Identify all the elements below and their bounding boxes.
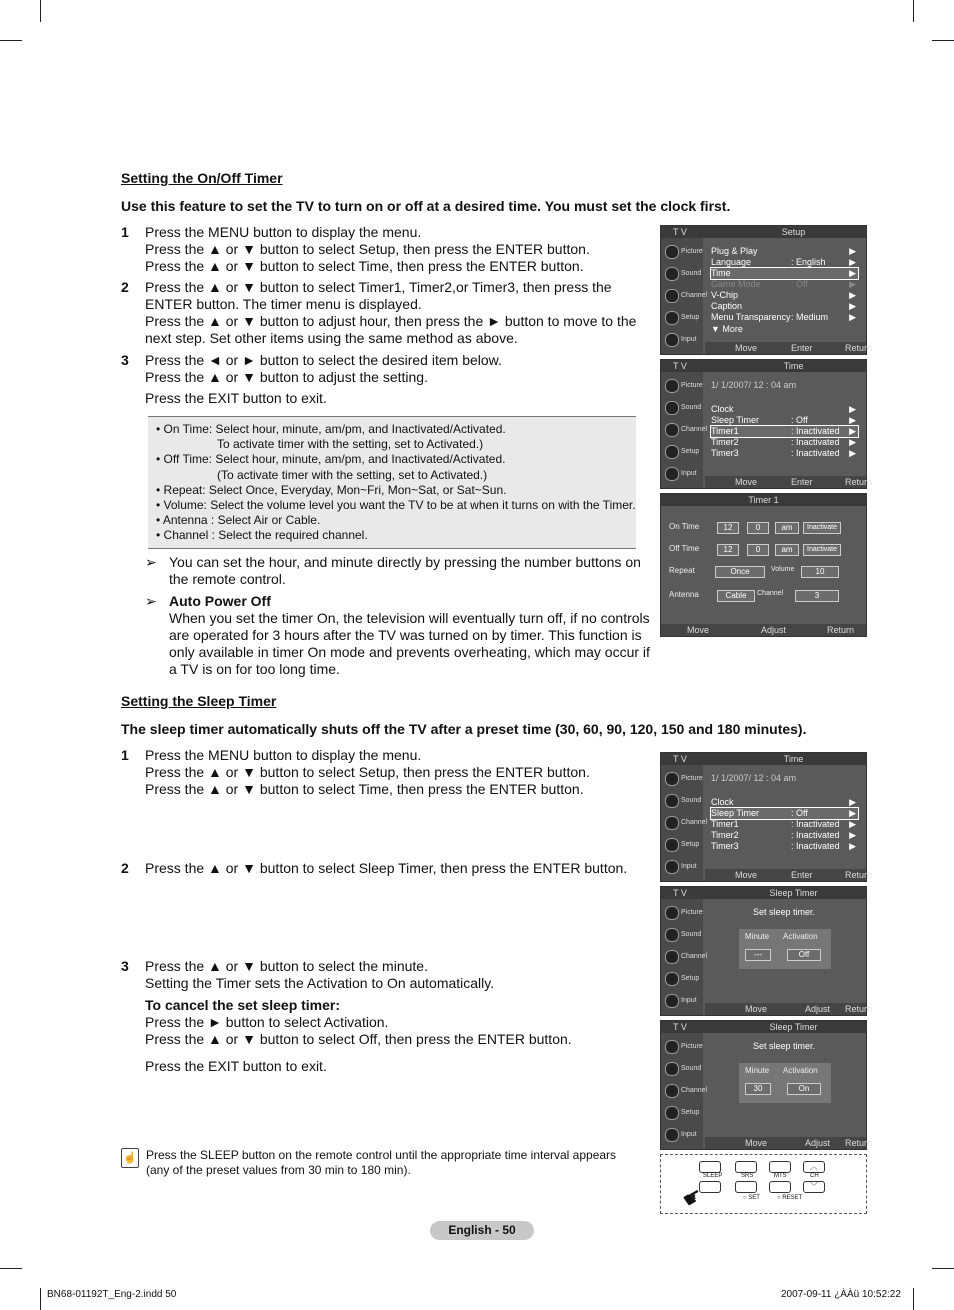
- menu-row: Plug & Play ▶: [711, 246, 856, 256]
- setup-menu-screen: T V Setup Picture Sound Channel Setup Input Plug & Play ▶ Language : English ▶ Time ▶ Game Mode : Off ▶ V-Chip ▶ Caption ▶ Menu Transparency : Medium ▶ ▼ More Move Enter Return: [660, 225, 867, 355]
- side-picture: Picture: [663, 242, 703, 262]
- menu-row: Game Mode : Off ▶: [711, 279, 856, 289]
- step-line: next step. Set other items using the same method as above.: [145, 330, 518, 346]
- step-line: Press the EXIT button to exit.: [145, 390, 327, 406]
- option-line: • Channel : Select the required channel.: [156, 528, 368, 543]
- setup-icon: [665, 1106, 679, 1120]
- step-line: Setting the Timer sets the Activation to On automatically.: [145, 975, 495, 991]
- picture-icon: [665, 379, 679, 393]
- channel-icon: [665, 816, 679, 830]
- picture-icon: [665, 1040, 679, 1054]
- input-icon: [665, 994, 679, 1008]
- step-line: Press the ◄ or ► button to select the desired item below.: [145, 352, 502, 368]
- menu-row-selected: Time ▶: [711, 268, 856, 278]
- file-name: BN68-01192T_Eng-2.indd 50: [47, 1289, 177, 1300]
- lead-text: Use this feature to set the TV to turn on or off at a desired time. You must set the clock first.: [121, 198, 731, 214]
- menu-row: Language : English ▶: [711, 257, 856, 267]
- input-icon: [665, 467, 679, 481]
- option-line: • Antenna : Select Air or Cable.: [156, 513, 321, 528]
- channel-icon: [665, 950, 679, 964]
- tv-label: T V: [673, 227, 687, 237]
- side-sound: Sound: [663, 264, 703, 284]
- note-line: You can set the hour, and minute directly by pressing the number buttons on: [169, 554, 641, 570]
- sound-icon: [665, 1062, 679, 1076]
- note-title: Auto Power Off: [169, 593, 271, 609]
- step-number: 3: [121, 352, 129, 368]
- step-line: Press the ▲ or ▼ button to adjust the setting.: [145, 369, 428, 385]
- sleep-timer-screen-2: T V Sleep Timer Picture Sound Channel Setup Input Set sleep timer. Minute Activation 30 On Move Adjust Return: [660, 1020, 867, 1150]
- crop-mark: [913, 0, 914, 22]
- step-line: Press the ▲ or ▼ button to select Timer1, Timer2,or Timer3, then press the: [145, 279, 612, 295]
- note-line: the remote control.: [169, 571, 286, 587]
- section-heading: Setting the Sleep Timer: [121, 693, 277, 709]
- channel-icon: [665, 423, 679, 437]
- input-icon: [665, 860, 679, 874]
- step-line: Press the ▲ or ▼ button to select the minute.: [145, 958, 428, 974]
- remote-illustration: ︿ SLEEP SRS MTS CH ﹀ ○ SET ○ RESET ☛: [660, 1154, 867, 1214]
- time-menu-screen: T V Time Picture Sound Channel Setup Input 1/ 1/2007/ 12 : 04 am Clock ▶ Sleep Timer : Off ▶ Timer1 : Inactivated ▶ Timer2 : Inactivated ▶ Timer3 : Inactivated ▶ Move Enter Return: [660, 359, 867, 489]
- option-line: (To activate timer with the setting, set to Activated.): [217, 467, 488, 482]
- sleep-timer-screen-1: T V Sleep Timer Picture Sound Channel Setup Input Set sleep timer. Minute Activation --- Off Move Adjust Return: [660, 886, 867, 1016]
- time-menu-screen-2: T V Time Picture Sound Channel Setup Input 1/ 1/2007/ 12 : 04 am Clock ▶ Sleep Timer : Off ▶ Timer1 : Inactivated ▶ Timer2 : Inactivated ▶ Timer3 : Inactivated ▶ Move Enter Return: [660, 752, 867, 882]
- step-line: Press the ▲ or ▼ button to select Setup, then press the ENTER button.: [145, 764, 590, 780]
- menu-row: Caption ▶: [711, 301, 856, 311]
- option-line: • On Time: Select hour, minute, am/pm, and Inactivated/Activated.: [156, 422, 506, 436]
- step-line: Press the ▲ or ▼ button to select Sleep Timer, then press the ENTER button.: [145, 860, 628, 876]
- menu-row: Menu Transparency : Medium ▶: [711, 312, 856, 322]
- print-date: 2007-09-11 ¿ÀÀü 10:52:22: [781, 1289, 901, 1300]
- step-line: Press the ► button to select Activation.: [145, 1014, 389, 1030]
- picture-icon: [665, 772, 679, 786]
- tip-line: Press the SLEEP button on the remote control until the appropriate time interval appears: [146, 1148, 617, 1162]
- crop-mark: [0, 40, 22, 41]
- step-line: Press the EXIT button to exit.: [145, 1058, 327, 1074]
- input-icon: [665, 333, 679, 347]
- side-channel: Channel: [663, 286, 703, 306]
- step-line: Press the ▲ or ▼ button to adjust hour, then press the ► button to move to the: [145, 313, 637, 329]
- picture-icon: [665, 245, 679, 259]
- crop-mark: [0, 1268, 22, 1269]
- crop-mark: [932, 40, 954, 41]
- page-number-badge: English - 50: [430, 1221, 534, 1240]
- step-line: Press the ▲ or ▼ button to select Off, then press the ENTER button.: [145, 1031, 572, 1047]
- lead-text: The sleep timer automatically shuts off the TV after a preset time (30, 60, 90, 120, 150 and 180 minutes).: [121, 721, 807, 737]
- step-number: 1: [121, 747, 129, 763]
- channel-icon: [665, 1084, 679, 1098]
- crop-mark: [40, 1288, 41, 1310]
- sound-icon: [665, 928, 679, 942]
- crop-mark: [40, 0, 41, 22]
- side-input: Input: [663, 330, 703, 350]
- screen-title: Setup: [781, 227, 806, 237]
- setup-icon: [665, 445, 679, 459]
- step-number: 1: [121, 224, 129, 240]
- picture-icon: [665, 906, 679, 920]
- step-line: ENTER button. The timer menu is displayed.: [145, 296, 422, 312]
- arrow-icon: ➢: [145, 554, 157, 570]
- option-line: • Off Time: Select hour, minute, am/pm, and Inactivated/Activated.: [156, 452, 506, 467]
- note-line: are operated for 3 hours after the TV was turned on by timer. This function is: [169, 627, 642, 643]
- option-line: • Repeat: Select Once, Everyday, Mon~Fri, Mon~Sat, or Sat~Sun.: [156, 482, 507, 497]
- clock-readout: 1/ 1/2007/ 12 : 04 am: [711, 380, 797, 390]
- crop-mark: [932, 1268, 954, 1269]
- section-heading: Setting the On/Off Timer: [121, 170, 283, 186]
- setup-icon: [665, 838, 679, 852]
- step-line: Press the ▲ or ▼ button to select Setup, then press the ENTER button.: [145, 241, 590, 257]
- sound-icon: [665, 401, 679, 415]
- menu-row: V-Chip ▶: [711, 290, 856, 300]
- note-line: only available in timer On mode and prevents overheating, which may occur if: [169, 644, 650, 660]
- option-line: To activate timer with the setting, set to Activated.): [217, 437, 484, 452]
- tip-line: (any of the preset values from 30 min to 180 min).: [146, 1163, 411, 1177]
- channel-icon: [665, 289, 679, 303]
- timer1-screen: Timer 1 On Time 12 0 am Inactivate Off Time 12 0 am Inactivate Repeat Once Volume 10 Antenna Cable Channel 3 Move Adjust Return: [660, 493, 867, 637]
- input-icon: [665, 1128, 679, 1142]
- step-line: Press the MENU button to display the menu.: [145, 224, 422, 240]
- arrow-icon: ➢: [145, 593, 157, 609]
- hand-icon: ☝: [121, 1148, 139, 1168]
- crop-mark: [913, 1288, 914, 1310]
- note-line: a TV is on for too long time.: [169, 661, 340, 677]
- step-number: 2: [121, 279, 129, 295]
- step-number: 3: [121, 958, 129, 974]
- side-setup: Setup: [663, 308, 703, 328]
- setup-icon: [665, 311, 679, 325]
- menu-row: ▼ More: [711, 324, 743, 334]
- option-line: • Volume: Select the volume level you want the TV to be at when it turns on with the Timer.: [156, 498, 636, 513]
- step-number: 2: [121, 860, 129, 876]
- step-line: Press the ▲ or ▼ button to select Time, then press the ENTER button.: [145, 258, 584, 274]
- setup-icon: [665, 972, 679, 986]
- tip-text: [146, 1148, 616, 1178]
- cancel-title: To cancel the set sleep timer:: [145, 997, 341, 1013]
- sound-icon: [665, 267, 679, 281]
- step-line: Press the MENU button to display the menu.: [145, 747, 422, 763]
- pointing-hand-icon: ☛: [677, 1181, 708, 1214]
- sound-icon: [665, 794, 679, 808]
- options-box: [148, 416, 636, 549]
- note-line: When you set the timer On, the television will eventually turn off, if no controls: [169, 610, 650, 626]
- step-line: Press the ▲ or ▼ button to select Time, then press the ENTER button.: [145, 781, 584, 797]
